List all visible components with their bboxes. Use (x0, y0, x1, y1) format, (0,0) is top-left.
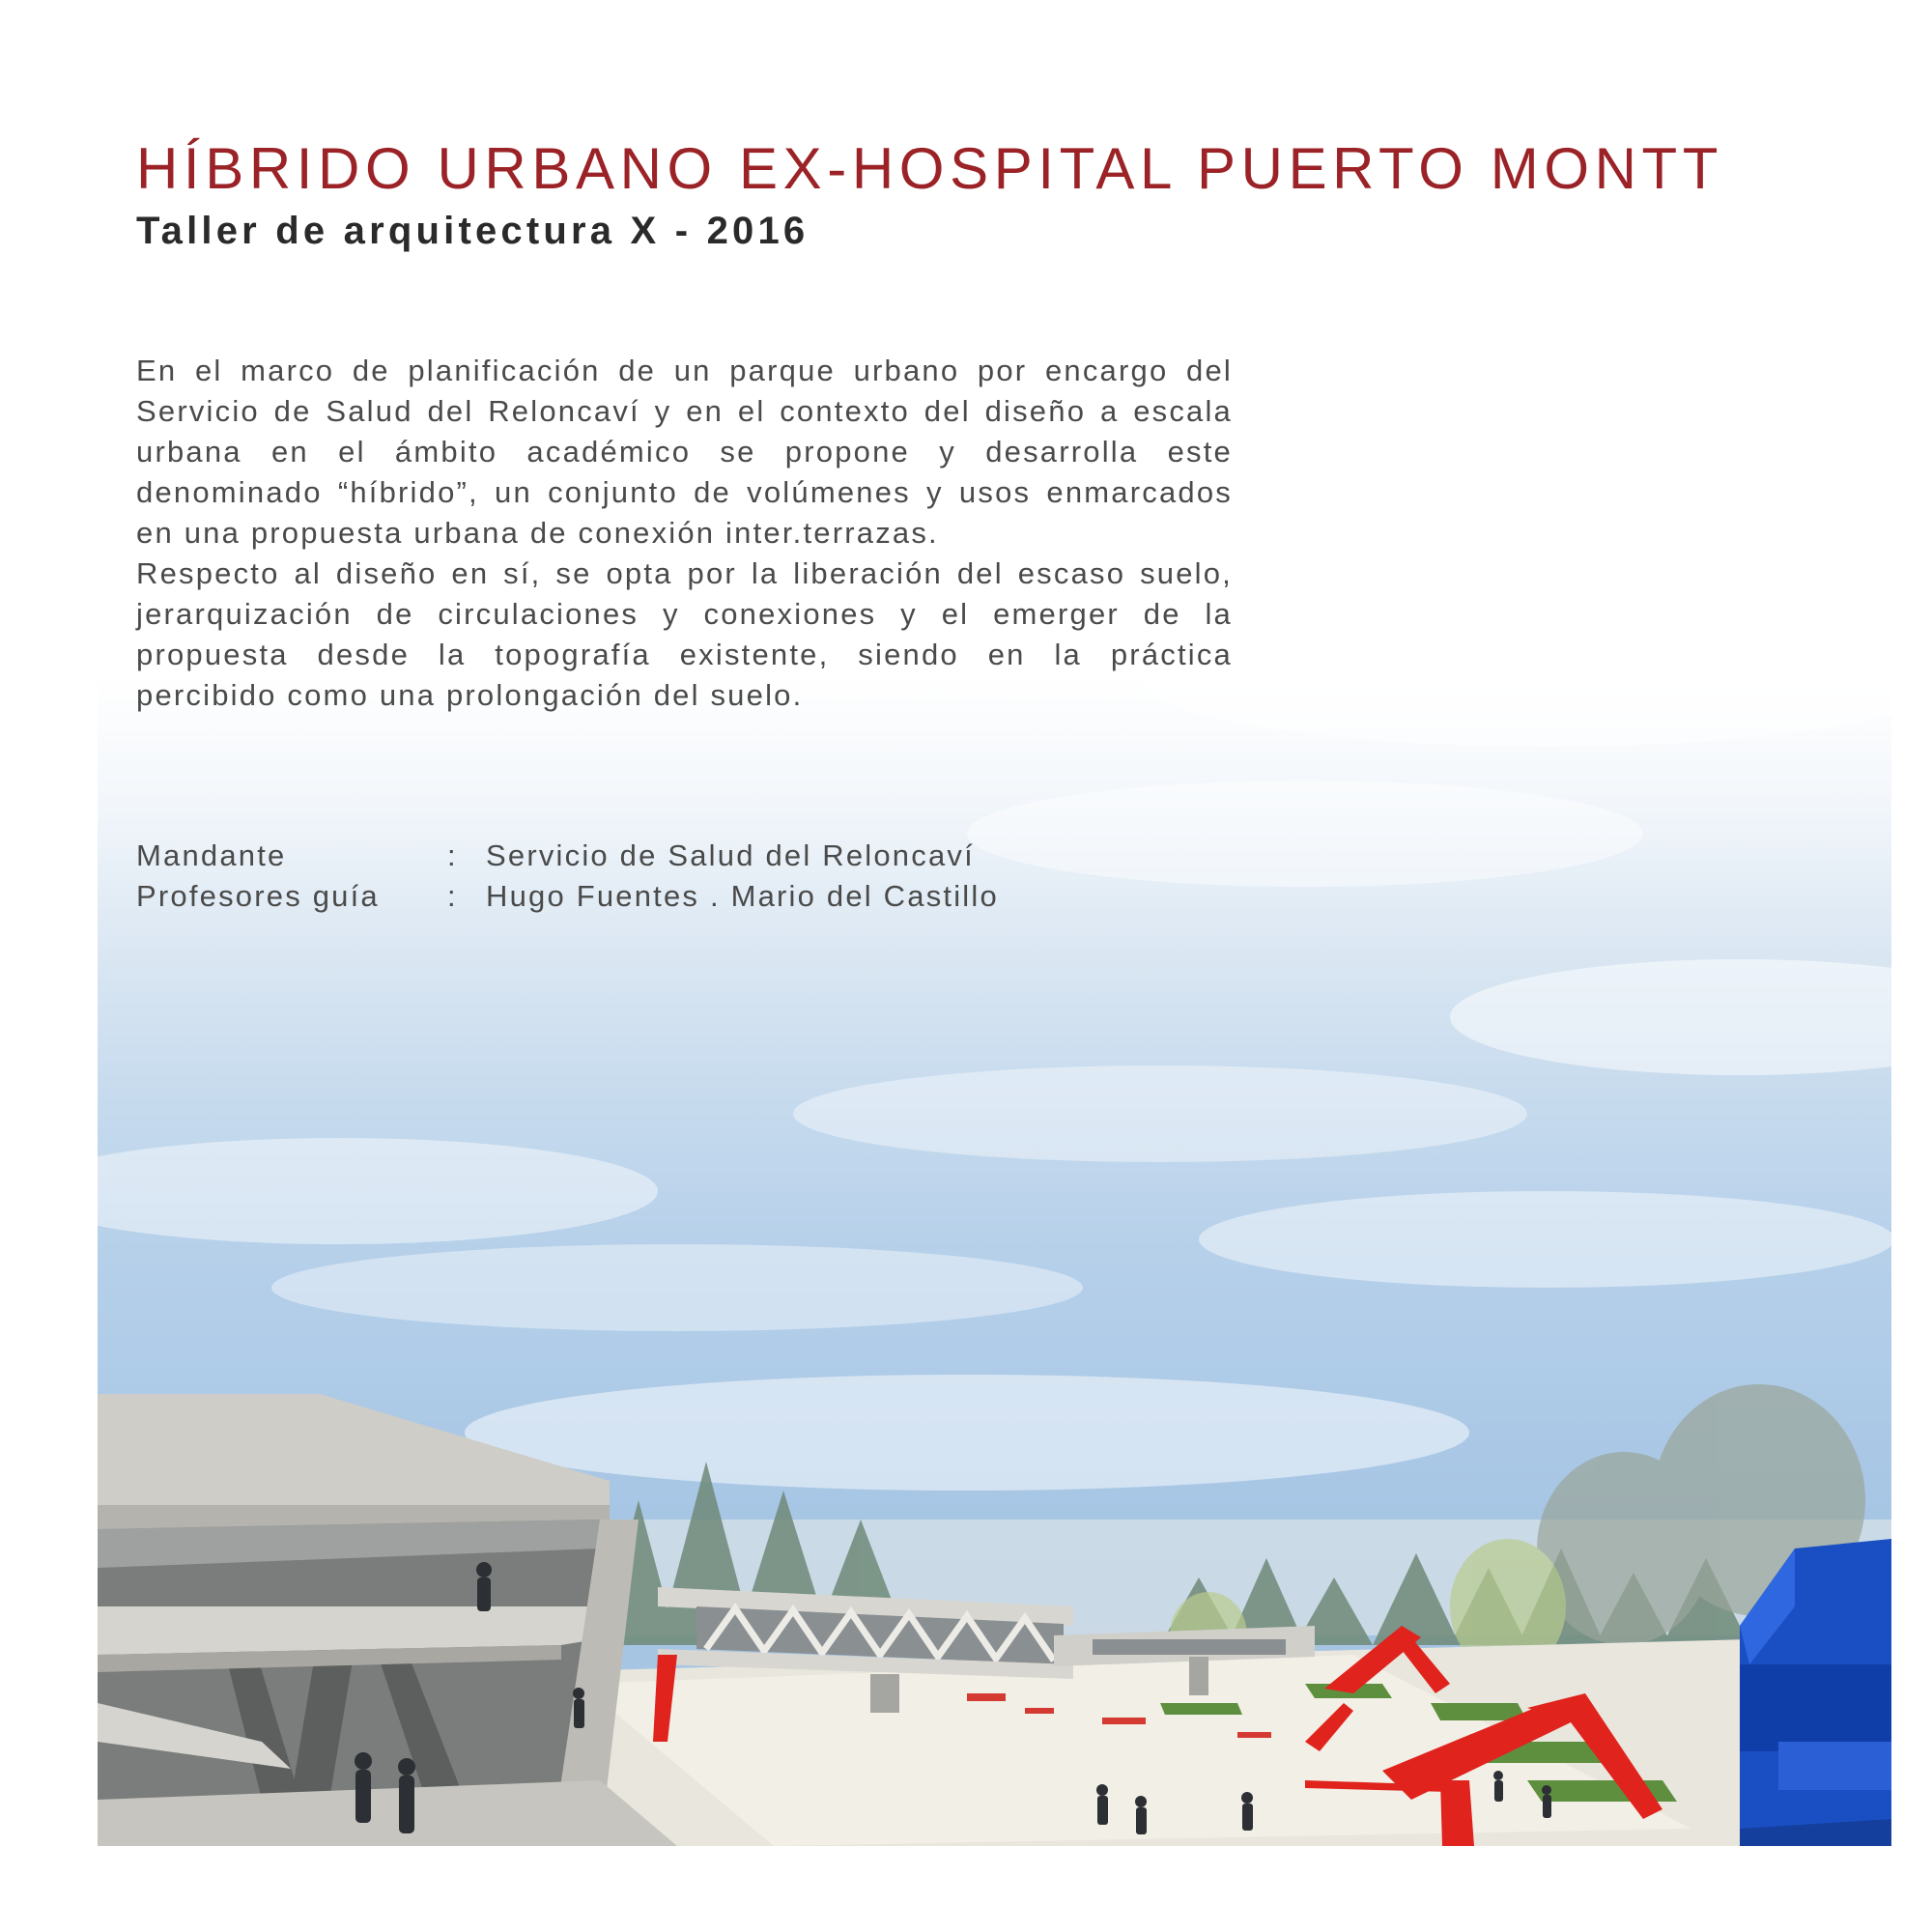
project-credits (136, 836, 999, 917)
project-subtitle: Taller de arquitectura X - 2016 (136, 210, 810, 252)
credit-label: Profesores guía (136, 879, 380, 913)
credit-label: Mandante (136, 838, 287, 872)
clouds (98, 611, 1891, 1491)
credit-value: Servicio de Salud del Reloncaví (486, 838, 975, 872)
description-paragraph-2: Respecto al diseño en sí, se opta por la liberación del escaso suelo, jerarquización de circulaciones y conexiones y el emerger de la propuesta desde la topografía existente, siendo en la práctica percibido como una prolongación del suelo. (136, 556, 1233, 712)
credit-row-professors (136, 876, 999, 917)
project-description (136, 351, 1233, 716)
description-paragraph-1: En el marco de planificación de un parque urbano por encargo del Servicio de Salud del Reloncaví y en el contexto del diseño a escala urbana en el ámbito académico se propone y desarrolla este denominado “híbrido”, un conjunto de volúmenes y usos enmarcados en una propuesta urbana de conexión inter.terrazas. (136, 354, 1233, 550)
credit-separator: : (447, 879, 458, 913)
credit-row-client (136, 836, 999, 876)
credit-separator: : (447, 838, 458, 872)
credit-value: Hugo Fuentes . Mario del Castillo (486, 879, 999, 913)
presentation-sheet (98, 99, 1891, 1846)
project-title: HÍBRIDO URBANO EX-HOSPITAL PUERTO MONTT (136, 136, 1724, 201)
